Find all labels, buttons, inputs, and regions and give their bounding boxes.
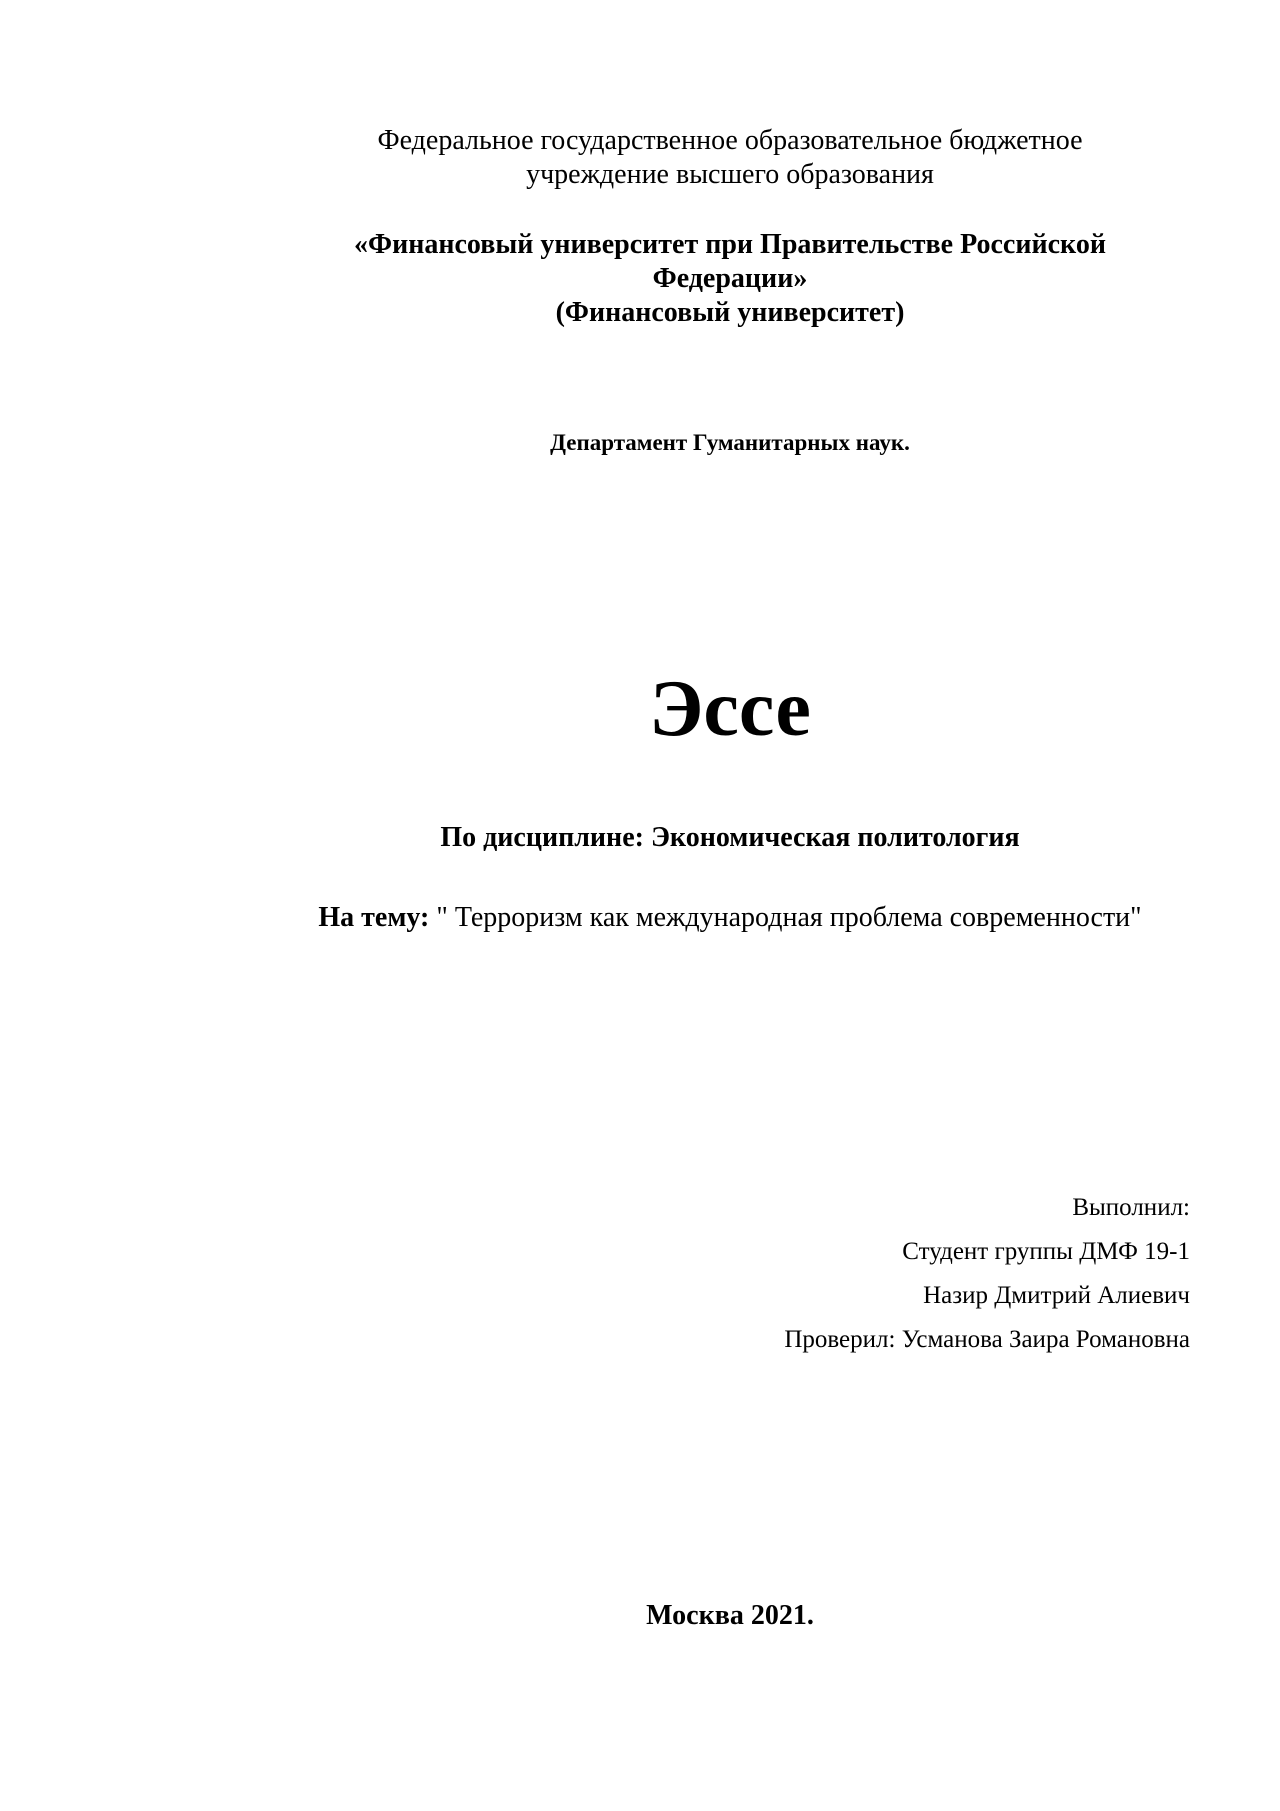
topic-label: На тему: [318,902,430,933]
student-group: Студент группы ДМФ 19-1 [902,1238,1190,1265]
performed-label: Выполнил: [1072,1194,1190,1221]
topic-value: " Терроризм как международная проблема современности" [429,902,1142,933]
department-name: Департамент Гуманитарных наук. [550,430,910,455]
university-short-name: (Финансовый университет) [555,297,905,328]
university-name-line-2: Федерации» [652,263,808,294]
institution-line-1: Федеральное государственное образовательное бюджетное [377,125,1083,156]
document-title: Эссе [649,665,811,753]
institution-line-2: учреждение высшего образования [526,159,934,190]
topic-line [270,902,1190,934]
student-name: Назир Дмитрий Алиевич [923,1282,1190,1309]
discipline-line: По дисциплине: Экономическая политология [440,822,1020,853]
checked-by: Проверил: Усманова Заира Романовна [784,1326,1190,1353]
city-year: Москва 2021. [646,1600,814,1631]
university-name-line-1: «Финансовый университет при Правительстве Российской [354,229,1106,260]
